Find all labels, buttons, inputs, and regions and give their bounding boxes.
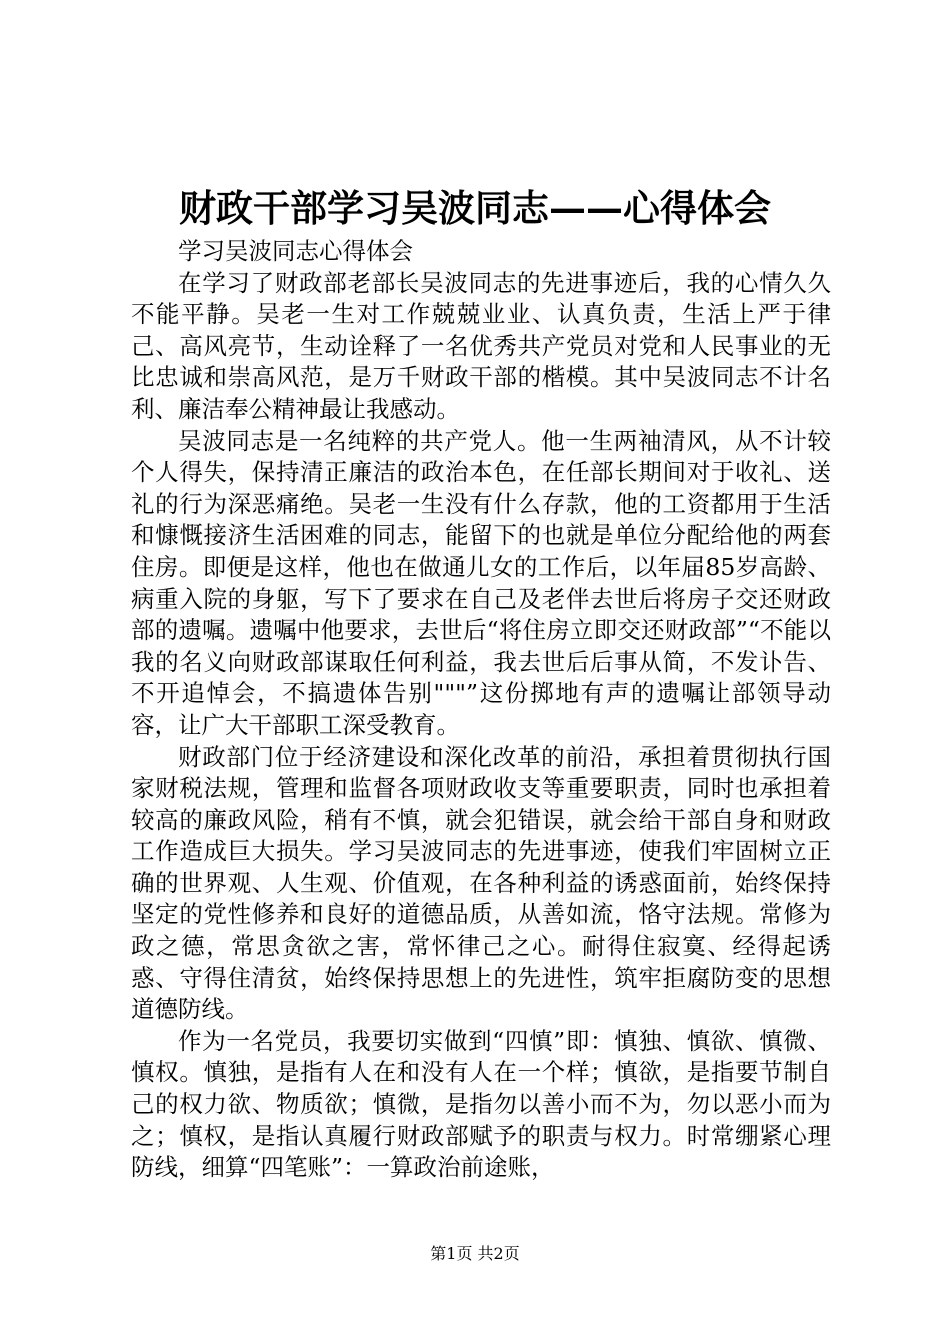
body-paragraph: 作为一名党员，我要切实做到“四慎”即：慎独、慎欲、慎微、慎权。慎独，是指有人在和没有人在一个样；慎欲，是指要节制自己的权力欲、物质欲；慎微，是指勿以善小而不为，勿以恶小而为之；慎权，是指认真履行财政部赋予的职责与权力。时常绷紧心理防线，细算“四笔账”：一算政治前途账， [131, 1026, 831, 1182]
body-paragraph: 吴波同志是一名纯粹的共产党人。他一生两袖清风，从不计较个人得失，保持清正廉洁的政治本色，在任部长期间对于收礼、送礼的行为深恶痛绝。吴老一生没有什么存款，他的工资都用于生活和慷慨接济生活困难的同志，能留下的也就是单位分配给他的两套住房。即便是这样，他也在做通儿女的工作后，以年届85岁高龄、病重入院的身躯，写下了要求在自己及老伴去世后将房子交还财政部的遗嘱。遗嘱中他要求，去世后“将住房立即交还财政部”“不能以我的名义向财政部谋取任何利益，我去世后后事从简，不发讣告、不开追悼会，不搞遗体告别"""”这份掷地有声的遗嘱让部领导动容，让广大干部职工深受教育。 [131, 426, 831, 739]
page-title: 财政干部学习吴波同志——心得体会 [179, 186, 771, 230]
document-body [131, 236, 831, 1184]
body-paragraph: 在学习了财政部老部长吴波同志的先进事迹后，我的心情久久不能平静。吴老一生对工作兢兢业业、认真负责，生活上严于律己、高风亮节，生动诠释了一名优秀共产党员对党和人民事业的无比忠诚和崇高风范，是万千财政干部的楷模。其中吴波同志不计名利、廉洁奉公精神最让我感动。 [131, 268, 831, 423]
body-paragraph: 财政部门位于经济建设和深化改革的前沿，承担着贯彻执行国家财税法规，管理和监督各项财政收支等重要职责，同时也承担着较高的廉政风险，稍有不慎，就会犯错误，就会给干部自身和财政工作造成巨大损失。学习吴波同志的先进事迹，使我们牢固树立正确的世界观、人生观、价值观，在各种利益的诱惑面前，始终保持坚定的党性修养和良好的道德品质，从善如流，恪守法规。常修为政之德，常思贪欲之害，常怀律己之心。耐得住寂寞、经得起诱惑、守得住清贫，始终保持思想上的先进性，筑牢拒腐防变的思想道德防线。 [131, 742, 831, 1024]
subtitle-paragraph: 学习吴波同志心得体会 [178, 237, 413, 265]
page-number-footer: 第1页 共2页 [430, 1244, 520, 1263]
